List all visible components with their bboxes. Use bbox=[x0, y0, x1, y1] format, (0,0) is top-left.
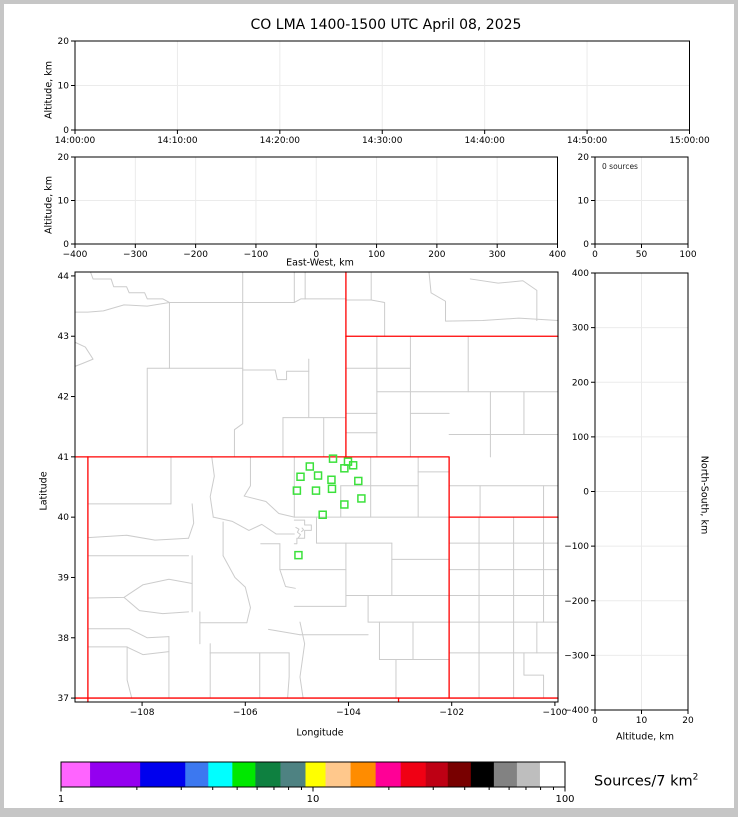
y-tick-label: 20 bbox=[57, 37, 69, 47]
lma-station-marker bbox=[315, 472, 322, 479]
y-tick-label: 10 bbox=[57, 196, 69, 207]
eastwest-panel-ylabel: Altitude, km bbox=[43, 176, 55, 234]
lma-station-marker bbox=[355, 477, 362, 484]
x-tick-label: 0 bbox=[313, 250, 320, 260]
y-tick-label: 400 bbox=[571, 269, 589, 279]
colorbar-segment bbox=[208, 762, 233, 787]
colorbar-segment bbox=[255, 762, 281, 787]
lma-station-marker bbox=[312, 487, 319, 494]
x-tick-label: −100 bbox=[243, 250, 269, 260]
source-count-panel bbox=[578, 153, 697, 260]
figure-title: CO LMA 1400-1500 UTC April 08, 2025 bbox=[250, 17, 522, 33]
colorbar-label-sup: 2 bbox=[692, 772, 699, 783]
county-boundary bbox=[88, 647, 169, 655]
y-tick-label: 38 bbox=[57, 633, 69, 644]
county-boundary bbox=[147, 368, 169, 457]
time-panel-ylabel: Altitude, km bbox=[43, 61, 55, 119]
y-tick-label: 37 bbox=[57, 694, 69, 705]
county-boundary bbox=[244, 496, 294, 517]
county-boundary bbox=[294, 520, 311, 544]
x-tick-label: 200 bbox=[428, 250, 446, 260]
colorbar-segment bbox=[494, 762, 518, 787]
county-boundary bbox=[169, 299, 345, 303]
lma-station-marker bbox=[328, 476, 335, 483]
y-tick-label: 0 bbox=[63, 126, 69, 136]
colorbar bbox=[58, 762, 575, 805]
y-tick-label: 10 bbox=[57, 81, 69, 92]
x-tick-label: −102 bbox=[439, 708, 465, 718]
eastwest-altitude-panel bbox=[58, 153, 567, 260]
x-tick-label: −106 bbox=[232, 708, 258, 718]
lma-station-marker bbox=[306, 463, 313, 470]
x-tick-label: 400 bbox=[548, 250, 567, 260]
lma-station-marker bbox=[341, 501, 348, 508]
county-boundary bbox=[371, 272, 384, 336]
county-boundary bbox=[429, 272, 558, 321]
x-tick-label: 0 bbox=[592, 250, 598, 260]
y-tick-label: 42 bbox=[57, 392, 69, 403]
colorbar-label-text: Sources/7 km bbox=[594, 773, 693, 790]
x-tick-label: 100 bbox=[367, 250, 386, 260]
county-boundary bbox=[213, 517, 294, 534]
lma-station-marker bbox=[297, 473, 304, 480]
county-boundary bbox=[75, 302, 169, 312]
y-tick-label: 0 bbox=[583, 240, 589, 250]
county-boundary bbox=[88, 535, 189, 540]
colorbar-segment bbox=[448, 762, 472, 787]
x-tick-label: 15:00:00 bbox=[669, 136, 710, 146]
x-tick-label: −200 bbox=[183, 250, 208, 260]
y-tick-label: 39 bbox=[57, 573, 69, 584]
colorbar-segment bbox=[185, 762, 209, 787]
map-panel bbox=[58, 272, 568, 718]
county-boundary bbox=[470, 279, 537, 321]
x-tick-label: 10 bbox=[635, 716, 648, 726]
colorbar-segment bbox=[426, 762, 449, 787]
colorbar-tick-label: 1 bbox=[57, 794, 65, 805]
x-tick-label: −300 bbox=[122, 250, 148, 260]
colorbar-segment bbox=[401, 762, 427, 787]
map-ylabel: Latitude bbox=[38, 471, 50, 511]
y-tick-label: 43 bbox=[57, 332, 69, 343]
y-tick-label: −400 bbox=[564, 706, 589, 716]
y-tick-label: 20 bbox=[577, 153, 589, 163]
county-boundary bbox=[302, 528, 304, 532]
colorbar-segment bbox=[376, 762, 402, 787]
county-boundary bbox=[210, 457, 214, 517]
x-tick-label: 50 bbox=[635, 250, 648, 260]
county-boundary bbox=[244, 457, 250, 496]
x-tick-label: 20 bbox=[682, 716, 694, 726]
x-tick-label: −108 bbox=[129, 708, 155, 718]
x-tick-label: 300 bbox=[488, 250, 506, 260]
colorbar-segment bbox=[61, 762, 91, 787]
time-altitude-panel bbox=[55, 37, 710, 146]
y-tick-label: 10 bbox=[577, 196, 589, 207]
colorbar-segment bbox=[140, 762, 186, 787]
x-tick-label: −400 bbox=[62, 250, 88, 260]
y-tick-label: −300 bbox=[564, 651, 589, 662]
y-tick-label: 40 bbox=[57, 513, 69, 524]
county-boundary bbox=[524, 653, 544, 698]
colorbar-segment bbox=[351, 762, 377, 787]
colorbar-segment bbox=[540, 762, 566, 787]
x-tick-label: −100 bbox=[542, 708, 568, 718]
colorbar-segment bbox=[326, 762, 352, 787]
county-boundary bbox=[189, 504, 194, 538]
colorbar-segment bbox=[280, 762, 306, 787]
x-tick-label: 14:00:00 bbox=[54, 136, 96, 146]
y-tick-label: −100 bbox=[564, 542, 589, 553]
county-boundary bbox=[90, 272, 169, 302]
y-tick-label: −200 bbox=[564, 596, 589, 607]
colorbar-segment bbox=[90, 762, 141, 787]
county-boundary bbox=[280, 544, 295, 589]
county-boundary bbox=[234, 368, 242, 457]
map-content bbox=[75, 272, 558, 702]
y-tick-label: 300 bbox=[571, 323, 589, 334]
colorbar-tick-label: 100 bbox=[555, 794, 575, 805]
source-count-annotation: 0 sources bbox=[602, 162, 638, 171]
y-tick-label: 20 bbox=[57, 153, 69, 163]
colorbar-tick-label: 10 bbox=[306, 794, 320, 805]
x-tick-label: 14:50:00 bbox=[566, 136, 608, 146]
county-boundary bbox=[243, 370, 309, 380]
x-tick-label: 14:20:00 bbox=[259, 136, 301, 146]
county-boundary bbox=[127, 647, 132, 698]
x-tick-label: 0 bbox=[592, 716, 598, 726]
lma-station-marker bbox=[295, 552, 302, 559]
x-tick-label: 14:30:00 bbox=[362, 136, 403, 146]
lma-station-marker bbox=[328, 485, 335, 492]
county-boundary bbox=[288, 653, 290, 698]
colorbar-segment bbox=[305, 762, 326, 787]
y-tick-label: 0 bbox=[583, 487, 589, 498]
northsouth-panel-ylabel: North-South, km bbox=[698, 455, 710, 535]
y-tick-label: 200 bbox=[571, 378, 589, 389]
county-boundary bbox=[223, 556, 250, 623]
colorbar-segment bbox=[471, 762, 495, 787]
county-boundary bbox=[88, 579, 192, 598]
county-boundary bbox=[124, 597, 189, 613]
eastwest-panel-xlabel: East-West, km bbox=[286, 257, 354, 269]
county-boundary bbox=[88, 629, 169, 638]
county-boundary bbox=[300, 622, 305, 698]
county-boundary bbox=[269, 629, 300, 634]
lma-station-marker bbox=[358, 495, 365, 502]
x-tick-label: −104 bbox=[336, 708, 361, 718]
y-tick-label: 0 bbox=[63, 240, 69, 250]
x-tick-label: 100 bbox=[679, 250, 697, 260]
northsouth-panel-xlabel: Altitude, km bbox=[616, 731, 674, 743]
map-xlabel: Longitude bbox=[296, 727, 344, 739]
colorbar-segment bbox=[517, 762, 541, 787]
northsouth-altitude-panel bbox=[564, 269, 694, 726]
colorbar-segment bbox=[232, 762, 256, 787]
y-tick-label: 41 bbox=[57, 452, 69, 463]
county-boundary bbox=[75, 342, 93, 366]
county-boundary bbox=[296, 527, 301, 537]
x-tick-label: 14:10:00 bbox=[157, 136, 198, 146]
x-tick-label: 14:40:00 bbox=[464, 136, 505, 146]
y-tick-label: 100 bbox=[571, 432, 589, 443]
state-border bbox=[88, 457, 449, 698]
y-tick-label: 44 bbox=[57, 271, 69, 282]
